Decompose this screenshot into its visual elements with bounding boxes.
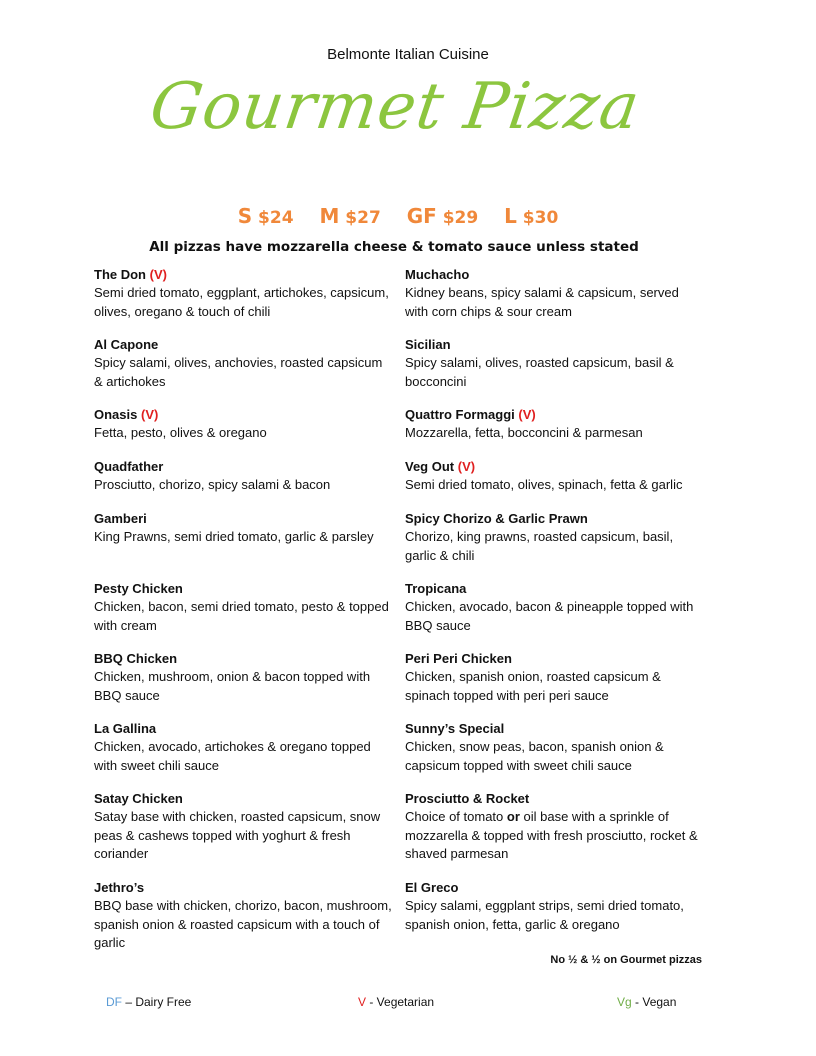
item-description: Chicken, avocado, bacon & pineapple topped with BBQ sauce — [405, 599, 694, 633]
menu-item — [405, 790, 705, 864]
item-description: Chicken, bacon, semi dried tomato, pesto & topped with cream — [94, 599, 389, 633]
item-name: Jethro’s — [94, 880, 145, 895]
item-name: Pesty Chicken — [94, 581, 183, 596]
item-name: Quadfather — [94, 459, 164, 474]
item-description: Chicken, snow peas, bacon, spanish onion & capsicum topped with sweet chili sauce — [405, 739, 664, 773]
menu-item — [405, 580, 705, 635]
menu-item — [94, 790, 394, 864]
item-description: BBQ base with chicken, chorizo, bacon, mushroom, spanish onion & roasted capsicum with a touch of garlic — [94, 898, 392, 950]
item-name: Sunny’s Special — [405, 721, 505, 736]
item-description: Semi dried tomato, olives, spinach, fetta & garlic — [405, 477, 683, 492]
item-name: Muchacho — [405, 267, 470, 282]
vegetarian-tag: (V) — [149, 267, 167, 282]
item-description: Chicken, mushroom, onion & bacon topped with BBQ sauce — [94, 669, 371, 703]
menu-item — [405, 266, 705, 321]
item-description: Chicken, avocado, artichokes & oregano topped with sweet chili sauce — [94, 739, 371, 773]
item-description: Semi dried tomato, eggplant, artichokes, capsicum, olives, oregano & touch of chili — [94, 285, 389, 319]
legend-vegetarian: V - Vegetarian — [358, 995, 435, 1009]
legend-dairy-free: DF – Dairy Free — [106, 995, 192, 1009]
item-description: Choice of tomato or oil base with a sprinkle of mozzarella & topped with fresh prosciutto, rocket & shaved parmesan — [405, 809, 698, 861]
item-name: Al Capone — [94, 337, 159, 352]
size-small: S $24 — [237, 204, 294, 228]
item-description: Spicy salami, eggplant strips, semi dried tomato, spanish onion, fetta, garlic & oregano — [405, 898, 684, 932]
item-name: Tropicana — [405, 581, 467, 596]
size-prices — [0, 204, 796, 228]
legend-vegan: Vg - Vegan — [617, 995, 677, 1009]
menu-item — [94, 580, 394, 635]
item-name: Prosciutto & Rocket — [405, 791, 530, 806]
item-name: Peri Peri Chicken — [405, 651, 512, 666]
menu-item — [405, 458, 705, 495]
item-description: Mozzarella, fetta, bocconcini & parmesan — [405, 425, 643, 440]
menu-item — [405, 650, 705, 705]
item-description: Prosciutto, chorizo, spicy salami & bacon — [94, 477, 331, 492]
size-large: L $30 — [504, 204, 559, 228]
menu-title: Gourmet Pizza — [145, 70, 645, 144]
menu-item — [94, 879, 394, 953]
item-name: Spicy Chorizo & Garlic Prawn — [405, 511, 588, 526]
item-name: Gamberi — [94, 511, 147, 526]
menu-item — [94, 650, 394, 705]
item-name: El Greco — [405, 880, 459, 895]
vegetarian-tag: (V) — [518, 407, 536, 422]
item-description: Spicy salami, olives, roasted capsicum, basil & bocconcini — [405, 355, 674, 389]
item-name: Quattro Formaggi (V) — [405, 407, 536, 422]
vegetarian-tag: (V) — [457, 459, 476, 474]
item-name: La Gallina — [94, 721, 157, 736]
menu-item — [405, 879, 705, 934]
size-medium: M $27 — [319, 204, 381, 228]
restaurant-name: Belmonte Italian Cuisine — [327, 46, 489, 63]
menu-item — [94, 720, 394, 775]
menu-item — [94, 406, 394, 443]
menu-item — [94, 266, 394, 321]
menu-item — [94, 458, 394, 495]
item-name: BBQ Chicken — [94, 651, 178, 666]
menu-item — [405, 336, 705, 391]
item-description: Chorizo, king prawns, roasted capsicum, basil, garlic & chili — [405, 529, 674, 563]
menu-item — [94, 510, 394, 547]
item-name: Veg Out (V) — [405, 459, 476, 474]
item-description: King Prawns, semi dried tomato, garlic & parsley — [94, 529, 374, 544]
item-description: Chicken, spanish onion, roasted capsicum & spinach topped with peri peri sauce — [405, 669, 661, 703]
half-half-note: No ½ & ½ on Gourmet pizzas — [550, 954, 702, 966]
item-name: The Don (V) — [94, 267, 167, 282]
size-gluten-free: GF $29 — [406, 204, 479, 228]
item-description: Kidney beans, spicy salami & capsicum, served with corn chips & sour cream — [405, 285, 679, 319]
vegetarian-tag: (V) — [140, 407, 159, 422]
item-description: Spicy salami, olives, anchovies, roasted capsicum & artichokes — [94, 355, 383, 389]
item-name: Satay Chicken — [94, 791, 183, 806]
menu-item — [405, 720, 705, 775]
menu-item — [405, 510, 705, 565]
item-name: Sicilian — [405, 337, 451, 352]
item-description: Fetta, pesto, olives & oregano — [94, 425, 267, 440]
item-name: Onasis (V) — [94, 407, 159, 422]
menu-item — [94, 336, 394, 391]
menu-item — [405, 406, 705, 443]
item-description: Satay base with chicken, roasted capsicum, snow peas & cashews topped with yoghurt & fresh coriander — [94, 809, 381, 861]
menu-tagline: All pizzas have mozzarella cheese & tomato sauce unless stated — [149, 239, 639, 255]
